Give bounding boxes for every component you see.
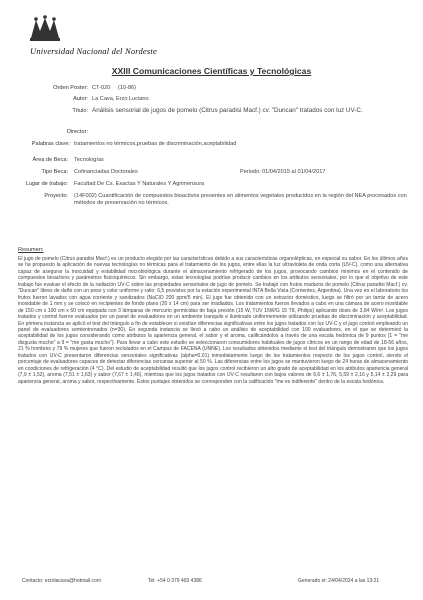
university-name: Universidad Nacional del Nordeste (30, 46, 157, 56)
value-lugar-trabajo: Facultad De Cs. Exactas Y Naturales Y Agrimensura (74, 181, 205, 187)
label-periodo: Periodo: (240, 169, 261, 175)
label-autor: Autor: (73, 96, 88, 102)
label-tipo-beca: Tipo Beca: (41, 169, 68, 175)
value-tipo-beca: Cofinanciadas Doctorales (74, 169, 138, 175)
conference-title: XXIII Comunicaciones Científicas y Tecnológicas (111, 66, 312, 76)
value-proyecto: (14F002) Cuantificación de compuestos bioactivos presentes en alimentos vegetales producidos en la región del NEA procesados con métodos de preservación no térmicos. (74, 193, 407, 206)
resumen-text: El jugo de pomelo (Citrus paradisi Macf.) es un producto elegido por las características debido a sus características organolépticas, en especial su sabor. En los últimos años se ha propuesto la aplicación de nuevas tecnologías no térmicas para el tratamiento de los jugos, entre ellas la luz ultravioleta de onda corta (UV-C), como una alternativa capaz de asegurar la inocuidad y estabilidad microbiológica durante el almacenamiento refrigerado de los jugos, provocando cambios mínimos en el contenido de compuestos bioactivos y parámetros fisicoquímicos. Sin embargo, estas tecnologías podrían producir cambios en los atributos sensoriales, por lo que el objetivo de este trabajo fue evaluar el efecto de la radiación UV-C sobre las propiedades sensoriales de jugo de pomelo. Se trabajó con frutos maduros de pomelo (Citrus paradisi Macf.) cv. "Duncan" libres de daño con un peso y color uniforme y ratio: 6,5 provistos por la estación experimental INTA Bella Vista (Corrientes, Argentina). Una vez en el laboratorio los frutos fueron lavados con agua corriente y sanitizados (NaClO 200 ppm/5 min). El jugo fue obtenido con un extractor doméstico, luego se filtró por un tamiz de acero inoxidable de 1 mm y se colocó en recipientes de fondo plano (20 x 14 cm) para ser irradiados. Los tratamientos fueron llevados a cabo en una cámara de acero inoxidable de 150 cm x 100 cm x 60 cm equipada con 3 lámparas de mercurio germicidas de baja presión (15 W, TUV 15W/G 15 T8, Philips) aplicando dosis de 3,84 W/m². Los jugos tratados y control fueron evaluados por un panel de evaluadores en un ambiente tranquilo e iluminado uniformemente utilizando pruebas de discriminación y aceptabilidad. En primera instancia se aplicó el test del triángulo a fin de establecer si existían diferencias significativas entre los jugos tratados con luz UV-C y el jugo control empleando un panel de evaluadores semientrenados (n=30). En segunda instancia se llevó a cabo un análisis de aceptabilidad con 100 evaluadores, en el que se determinó la aceptabilidad de los jugos considerando como atributos la apariencia general, el sabor y el aroma, calificándolos a través de una escala hedónica de 9 puntos (1 = "me disgusta mucho" a 9 = "me gusta mucho"). Para llevar a cabo este estudio se seleccionaron consumidores habituales de jugos cítricos en un rango de edad de 18-56 años, 21 % hombres y 79 % mujeres que fueron reclutados en el Campus de FACENA (UNNE). Los resultados obtenidos mediante el test del triángulo demostraron que los jugos tratados con UV-C presentaron diferencias sensoriales significativas (alpha=0,01) inmediatamente luego de los tratamientos respecto de los jugos control, siendo el porcentaje de evaluadores capaces de detectar diferencias cercanas superior al 50 %. Las diferencias entre los jugos se mantuvieron luego de 24 horas de almacenamiento en condiciones de refrigeración (4 °C). Del estudio de aceptabilidad resultó que los jugos control recibieron un alto grado de aceptabilidad en los atributos apariencia general (7,9 ± 1,52), aroma (7,51 ± 1,63) y sabor (7,67 ± 1,46), mientras que los jugos tratados con UV-C resultaron con bajos valores de 6,6 ± 1,76, 5,59 ± 2,16 y 5,14 ± 2,29 para apariencia general, aroma y sabor, respectivamente. Estos puntajes obtenidos se corresponden con la calificación "me es indiferente" dentro de la escala hedónica. (18, 256, 408, 385)
value-periodo: 01/04/2015 al 01/04/2017 (262, 169, 326, 175)
label-director: Director: (66, 129, 88, 135)
resumen-title: Resumen: (18, 247, 44, 253)
value-orden-poster-extra: (10-86) (118, 85, 137, 91)
value-area-beca: Tecnologías (74, 157, 104, 163)
value-titulo: Análisis sensorial de jugos de pomelo (Citrus paradisi Macf.) cv. "Duncan" tratados con luz UV-C. (92, 107, 363, 114)
label-palabras-clave: Palabras clave: (31, 141, 70, 147)
footer-generated: Generado el: 24/04/2024 a las 13:21 (298, 578, 380, 584)
value-palabras-clave: tratamientos no térmicos,pruebas de discriminación,aceptabilidad (74, 141, 237, 147)
label-proyecto: Proyecto: (44, 193, 68, 199)
label-orden-poster: Orden Poster: (53, 85, 88, 91)
label-area-beca: Área de Beca: (32, 157, 68, 163)
value-autor: La Cava, Erzo Luciano (92, 96, 149, 102)
value-orden-poster: CT-020 (92, 85, 111, 91)
label-lugar-trabajo: Lugar de trabajo: (25, 181, 68, 187)
label-titulo: Título: (72, 108, 88, 114)
footer-phone: Tel: +54 0 379 493 4386 (148, 578, 202, 584)
university-logo-icon (28, 14, 62, 44)
footer-contact: Contacto: erzolacava@hotmail.com (22, 578, 101, 584)
